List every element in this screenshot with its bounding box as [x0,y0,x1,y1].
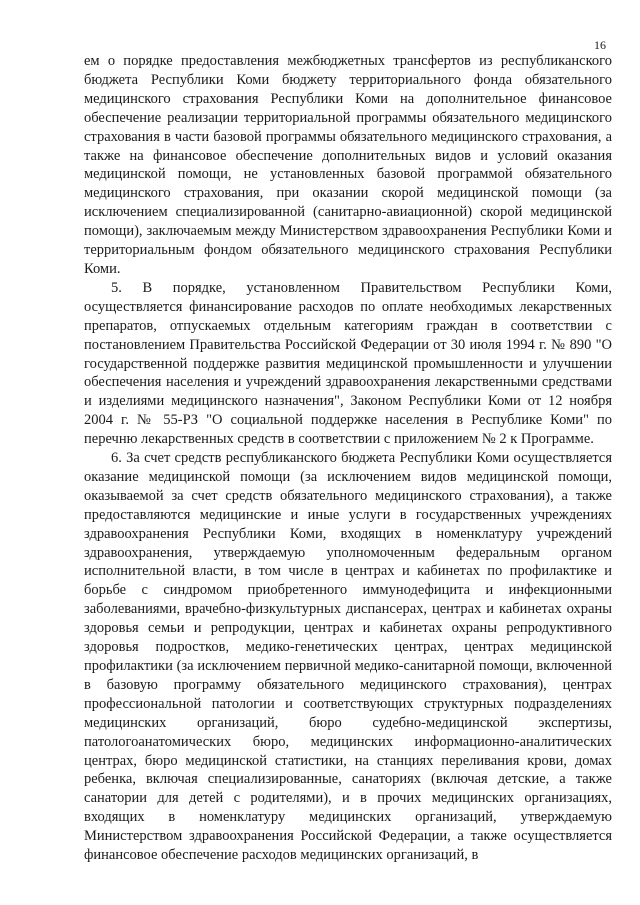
paragraph-item-6: 6. За счет средств республиканского бюджета Республики Коми осуществляется оказание медицинской помощи (за исключением видов медицинской помощи, оказываемой за счет средств обязательного медицинского страхования), а также предоставляются медицинские и иные услуги в государственных учреждениях здравоохранения Республики Коми, входящих в номенклатуру учреждений здравоохранения, утверждаемую уполномоченным федеральным органом исполнительной власти, в том числе в центрах и кабинетах по профилактике и борьбе с синдромом приобретенного иммунодефицита и инфекционными заболеваниями, врачебно-физкультурных диспансерах, центрах и кабинетах охраны здоровья семьи и репродукции, центрах и кабинетах охраны репродуктивного здоровья подростков, медико-генетических центрах, центрах медицинской профилактики (за исключением первичной медико-санитарной помощи, включенной в базовую программу обязательного медицинского страхования), центрах профессиональной патологии и соответствующих структурных подразделениях медицинских организаций, бюро судебно-медицинской экспертизы, патологоанатомических бюро, медицинских информационно-аналитических центрах, бюро медицинской статистики, на станциях переливания крови, домах ребенка, включая специализированные, санаториях (включая детские, а также санатории для детей с родителями), и в прочих медицинских организациях, входящих в номенклатуру медицинских организаций, утверждаемую Министерством здравоохранения Российской Федерации, а также осуществляется финансовое обеспечение расходов медицинских организаций, в [84,450,612,864]
page-number: 16 [594,38,606,52]
paragraph-item-5: 5. В порядке, установленном Правительством Республики Коми, осуществляется финансирование расходов по оплате необходимых лекарственных препаратов, отпускаемых отдельным категориям граждан в соответствии с постановлением Правительства Российской Федерации от 30 июля 1994 г. № 890 "О государственной поддержке развития медицинской промышленности и улучшении обеспечения населения и учреждений здравоохранения лекарственными средствами и изделиями медицинского назначения", Законом Республики Коми от 12 ноября 2004 г. № 55-РЗ "О социальной поддержке населения в Республике Коми" по перечню лекарственных средств в соответствии с приложением № 2 к Программе. [84,279,612,448]
paragraph-continuation: ем о порядке предоставления межбюджетных трансфертов из республиканского бюджета Республики Коми бюджету территориального фонда обязательного медицинского страхования Республики Коми на дополнительное финансовое обеспечение реализации территориальной программы обязательного медицинского страхования в части базовой программы обязательного медицинского страхования, а также на финансовое обеспечение дополнительных видов и условий оказания медицинской помощи, не установленных базовой программой обязательного медицинского страхования, при оказании скорой медицинской помощи (за исключением специализированной (санитарно-авиационной) скорой медицинской помощи), заключаемым между Министерством здравоохранения Республики Коми и территориальным фондом обязательного медицинского страхования Республики Коми. [84,53,612,277]
document-body [84,52,612,865]
